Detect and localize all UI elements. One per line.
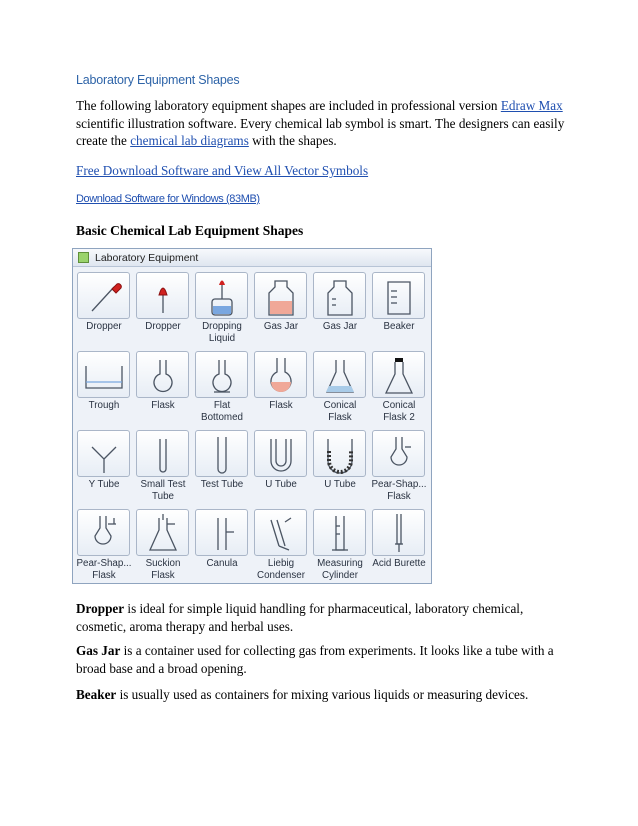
label-line-1: Gas Jar — [263, 321, 299, 332]
palette-item-label — [192, 400, 252, 423]
gas-jar-filled-icon — [254, 272, 307, 319]
palette-item-label — [133, 321, 193, 333]
conical-flask-2-icon — [372, 351, 425, 398]
palette-item-label — [133, 400, 193, 412]
intro-text-3: with the shapes. — [248, 133, 337, 148]
trough-icon — [77, 351, 130, 398]
label-line-1: Dropper — [86, 321, 122, 332]
label-line-1: Pear-Shap... — [371, 479, 427, 490]
palette-item[interactable] — [310, 270, 370, 349]
label-line-1: Flask — [269, 400, 293, 411]
intro-paragraph — [76, 97, 568, 150]
palette-item[interactable] — [192, 428, 252, 507]
palette-item[interactable] — [192, 507, 252, 586]
dropping-liquid-icon — [195, 272, 248, 319]
label-line-1: Dropper — [145, 321, 181, 332]
palette-item[interactable] — [74, 507, 134, 586]
round-flask-icon — [254, 351, 307, 398]
chemical-lab-diagrams-link[interactable]: chemical lab diagrams — [130, 133, 249, 148]
u-tube-icon — [254, 430, 307, 477]
desc-term: Beaker — [76, 687, 117, 702]
flat-bottomed-flask-icon — [195, 351, 248, 398]
palette-item-label — [251, 558, 311, 581]
desc-text: is ideal for simple liquid handling for pharmaceutical, laboratory chemical, cosmetic, aroma therapy and herbal uses. — [76, 601, 524, 634]
pear-shaped-flask-icon — [372, 430, 425, 477]
edraw-max-link[interactable]: Edraw Max — [500, 98, 563, 113]
label-line-1: Conical — [323, 400, 357, 411]
palette-title: Laboratory Equipment — [95, 251, 199, 264]
label-line-1: Flask — [151, 400, 175, 411]
label-line-1: Test Tube — [200, 479, 244, 490]
label-line-2: Liquid — [208, 332, 236, 344]
palette-item[interactable] — [369, 270, 429, 349]
palette-item[interactable] — [251, 428, 311, 507]
label-line-1: Gas Jar — [322, 321, 358, 332]
palette-item[interactable] — [74, 270, 134, 349]
label-line-1: Dropping — [202, 321, 242, 332]
palette-item[interactable] — [310, 428, 370, 507]
palette-item-label — [369, 400, 429, 423]
shape-grid — [73, 267, 433, 585]
pear-shaped-flask-2-icon — [77, 509, 130, 556]
label-line-1: Suckion — [145, 558, 181, 569]
palette-item[interactable] — [133, 349, 193, 428]
palette-item[interactable] — [251, 270, 311, 349]
palette-item[interactable] — [133, 507, 193, 586]
label-line-2: Condenser — [257, 569, 305, 581]
intro-text-1: The following laboratory equipment shapes are included in professional version — [76, 98, 501, 113]
flask-icon — [136, 351, 189, 398]
test-tube-icon — [195, 430, 248, 477]
y-tube-icon — [77, 430, 130, 477]
label-line-1: Canula — [206, 558, 238, 569]
desc-gas-jar — [76, 642, 568, 677]
palette-item-label — [74, 479, 134, 491]
intro-text-2: scientific illustration software. Every chemical lab symbol is smart. The designers can easily create the — [76, 115, 565, 148]
label-line-1: Flat — [213, 400, 231, 411]
desc-beaker — [76, 686, 568, 704]
palette-item-label — [310, 400, 370, 423]
lab-equipment-palette — [72, 248, 432, 584]
palette-item[interactable] — [74, 428, 134, 507]
palette-item[interactable] — [369, 428, 429, 507]
palette-item-label — [192, 479, 252, 491]
desc-text: is usually used as containers for mixing various liquids or measuring devices. — [116, 687, 529, 702]
palette-item[interactable] — [310, 349, 370, 428]
palette-item-label — [369, 558, 429, 570]
palette-item[interactable] — [251, 507, 311, 586]
free-download-link[interactable]: Free Download Software and View All Vector Symbols — [76, 163, 369, 178]
palette-item[interactable] — [251, 349, 311, 428]
measuring-cylinder-icon — [313, 509, 366, 556]
palette-item-label — [251, 400, 311, 412]
palette-item[interactable] — [192, 349, 252, 428]
label-line-1: Conical — [382, 400, 416, 411]
palette-icon — [78, 252, 89, 263]
label-line-1: U Tube — [324, 479, 356, 490]
desc-term: Gas Jar — [76, 643, 121, 658]
palette-item[interactable] — [369, 507, 429, 586]
section-heading: Laboratory Equipment Shapes — [76, 73, 240, 87]
suction-flask-icon — [136, 509, 189, 556]
palette-item-label — [310, 558, 370, 581]
palette-item-label — [74, 400, 134, 412]
palette-item-label — [251, 479, 311, 491]
palette-item-label — [369, 479, 429, 502]
label-line-2: Flask 2 — [383, 411, 415, 423]
desc-text: is a container used for collecting gas from experiments. It looks like a tube with a broad base and a broad opening. — [76, 643, 554, 676]
download-windows-link[interactable]: Download Software for Windows (83MB) — [76, 193, 260, 205]
label-line-2: Flask — [151, 569, 175, 581]
palette-item-label — [74, 558, 134, 581]
conical-flask-icon — [313, 351, 366, 398]
label-line-2: Flask — [387, 490, 411, 502]
palette-item-label — [133, 479, 193, 502]
label-line-1: Pear-Shap... — [76, 558, 132, 569]
equipment-subheading: Basic Chemical Lab Equipment Shapes — [76, 223, 304, 238]
label-line-1: U Tube — [265, 479, 297, 490]
dropper-icon — [77, 272, 130, 319]
palette-item[interactable] — [310, 507, 370, 586]
liebig-condenser-icon — [254, 509, 307, 556]
canula-icon — [195, 509, 248, 556]
desc-term: Dropper — [76, 601, 125, 616]
label-line-2: Flask — [92, 569, 116, 581]
palette-item[interactable] — [133, 270, 193, 349]
palette-item-label — [310, 479, 370, 491]
palette-item-label — [369, 321, 429, 333]
small-test-tube-icon — [136, 430, 189, 477]
palette-item-label — [310, 321, 370, 333]
label-line-1: Small Test — [140, 479, 186, 490]
palette-item[interactable] — [133, 428, 193, 507]
palette-titlebar — [73, 249, 431, 267]
palette-item-label — [192, 558, 252, 570]
palette-item-label — [192, 321, 252, 344]
acid-burette-icon — [372, 509, 425, 556]
label-line-1: Y Tube — [88, 479, 120, 490]
label-line-2: Cylinder — [322, 569, 358, 581]
palette-item[interactable] — [369, 349, 429, 428]
palette-item-label — [133, 558, 193, 581]
palette-item-label — [74, 321, 134, 333]
gas-jar-icon — [313, 272, 366, 319]
u-tube-beads-icon — [313, 430, 366, 477]
palette-item[interactable] — [192, 270, 252, 349]
label-line-1: Liebig — [267, 558, 295, 569]
palette-item[interactable] — [74, 349, 134, 428]
dropper-bulb-icon — [136, 272, 189, 319]
beaker-icon — [372, 272, 425, 319]
label-line-2: Bottomed — [201, 411, 243, 423]
palette-item-label — [251, 321, 311, 333]
label-line-1: Beaker — [383, 321, 415, 332]
desc-dropper — [76, 600, 568, 635]
label-line-1: Trough — [88, 400, 120, 411]
label-line-2: Tube — [152, 490, 174, 502]
label-line-1: Acid Burette — [372, 558, 426, 569]
label-line-1: Measuring — [317, 558, 363, 569]
label-line-2: Flask — [328, 411, 352, 423]
